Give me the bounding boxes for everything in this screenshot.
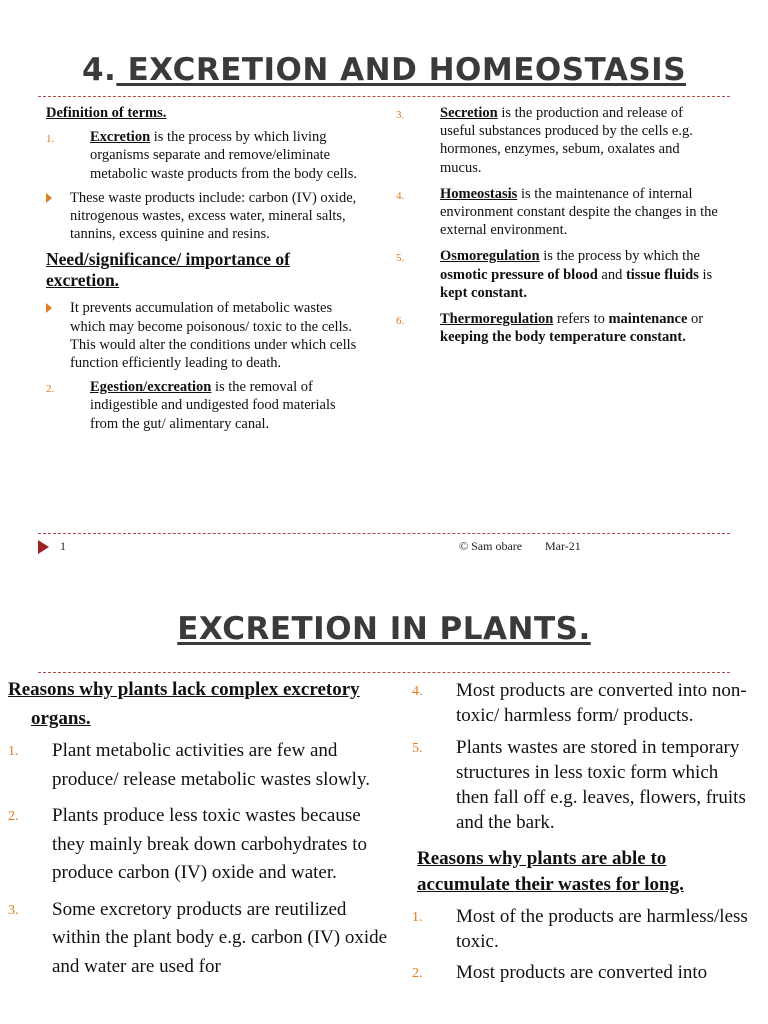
definition-egestion: is the removal of indigestible and undigested food materials from the gut/ alimentary canal.	[90, 379, 336, 432]
osmo-text-e: is	[698, 266, 713, 283]
definition-secretion: is the production and release of useful substances produced by the cells e.g. hormones, enzymes, sebum, oxalates and mucus.	[440, 105, 693, 176]
list-item	[8, 737, 392, 794]
thermo-text-c: or	[687, 311, 704, 328]
list-item-secretion	[396, 104, 718, 177]
term-osmoregulation: Osmoregulation	[440, 248, 540, 265]
slide1-title-text: EXCRETION AND HOMEOSTASIS	[116, 52, 687, 88]
slide2-left-column	[8, 676, 392, 989]
slide2-right-column	[412, 678, 748, 994]
slide1-title-number: 4.	[81, 52, 117, 88]
bullet-arrow-icon	[46, 303, 52, 313]
definition-heading: Definition of terms.	[46, 105, 167, 121]
list-item-osmoregulation	[396, 247, 718, 302]
list-item-egestion	[46, 378, 364, 433]
thermo-text-b: maintenance	[608, 311, 688, 328]
list-item-text: Some excretory products are reutilized within the plant body e.g. carbon (IV) oxide and water are used for	[52, 898, 388, 977]
osmo-text-b: osmotic pressure of blood	[440, 266, 598, 283]
list-item-text: Most products are converted into non-toxic/ harmless form/ products.	[456, 680, 747, 727]
bullet-prevents-accumulation-text: It prevents accumulation of metabolic wastes which may become poisonous/ toxic to the cells. This would alter the conditions under which cells function efficiently leading to death.	[70, 300, 357, 372]
plants-lack-organs-heading: Reasons why plants lack complex excretory organs.	[8, 679, 360, 729]
definition-homeostasis: is the maintenance of internal environment constant despite the changes in the external environment.	[440, 185, 718, 239]
slide-marker-icon	[38, 540, 49, 554]
list-item-text: Plant metabolic activities are few and produce/ release metabolic wastes slowly.	[52, 740, 370, 790]
item-number: 1.	[46, 133, 55, 146]
osmo-text-d: tissue fluids	[625, 266, 699, 283]
list-item	[412, 904, 748, 955]
osmo-text-a: is the process by which the	[539, 248, 700, 265]
thermo-text-d: keeping the body temperature constant.	[440, 329, 686, 346]
item-number: 4.	[412, 684, 423, 699]
list-item-text: Most products are converted into	[456, 962, 708, 984]
list-item	[8, 802, 392, 888]
slide1-left-column	[46, 104, 364, 439]
list-item-homeostasis	[396, 185, 718, 240]
list-item-text: Plants produce less toxic wastes because they mainly break down carbohydrates to produce carbon (IV) oxide and water.	[52, 805, 367, 883]
item-number: 2.	[8, 809, 19, 824]
list-item	[412, 678, 748, 729]
term-secretion: Secretion	[440, 105, 498, 121]
list-item-text: Most of the products are harmless/less toxic.	[456, 905, 748, 953]
slide2-top-divider	[38, 672, 730, 673]
list-item-text: Plants wastes are stored in temporary structures in less toxic form which then fall off e.g. leaves, flowers, fruits and the bark.	[456, 736, 746, 834]
bullet-waste-products	[46, 189, 364, 244]
footer-author: © Sam obare	[459, 539, 523, 553]
list-item-excretion	[46, 128, 364, 183]
list-item	[412, 960, 748, 985]
bullet-prevents-accumulation	[46, 299, 364, 372]
thermo-text-a: refers to	[553, 311, 609, 328]
osmo-text-c: and	[597, 266, 626, 283]
item-number: 3.	[396, 109, 405, 121]
slide1-top-divider	[38, 96, 730, 97]
slide1-right-column	[396, 104, 718, 352]
item-number: 2.	[412, 966, 423, 982]
item-number: 5.	[396, 252, 405, 265]
slide2-title-text: EXCRETION IN PLANTS.	[177, 611, 591, 647]
need-heading: Need/significance/ importance of excretion.	[46, 249, 290, 291]
bullet-waste-products-text: These waste products include: carbon (IV) oxide, nitrogenous wastes, excess water, mineral salts, tannins, excess quinine and resins.	[70, 189, 357, 243]
slide1-bottom-divider	[38, 533, 730, 534]
list-item	[8, 896, 392, 982]
osmo-text-f: kept constant.	[440, 284, 528, 301]
item-number: 6.	[396, 315, 405, 328]
page-number: 1	[60, 539, 66, 553]
bullet-arrow-icon	[46, 193, 52, 203]
term-egestion: Egestion/excreation	[90, 379, 212, 396]
term-thermoregulation: Thermoregulation	[440, 311, 554, 328]
item-number: 5.	[412, 740, 423, 756]
plants-accumulate-heading: Reasons why plants are able to accumulate their wastes for long.	[417, 847, 684, 895]
item-number: 1.	[412, 909, 423, 925]
list-item-thermoregulation	[396, 310, 718, 346]
definition-excretion: is the process by which living organisms separate and remove/eliminate metabolic waste products from the body cells.	[90, 129, 357, 182]
item-number: 2.	[46, 383, 55, 396]
list-item	[412, 735, 748, 836]
slide2-title	[0, 611, 768, 647]
term-excretion: Excretion	[90, 129, 151, 146]
term-homeostasis: Homeostasis	[440, 185, 518, 202]
item-number: 4.	[396, 189, 405, 202]
item-number: 1.	[8, 744, 19, 759]
slide1-title	[0, 52, 768, 88]
footer-date: Mar-21	[545, 539, 581, 553]
item-number: 3.	[8, 902, 19, 918]
